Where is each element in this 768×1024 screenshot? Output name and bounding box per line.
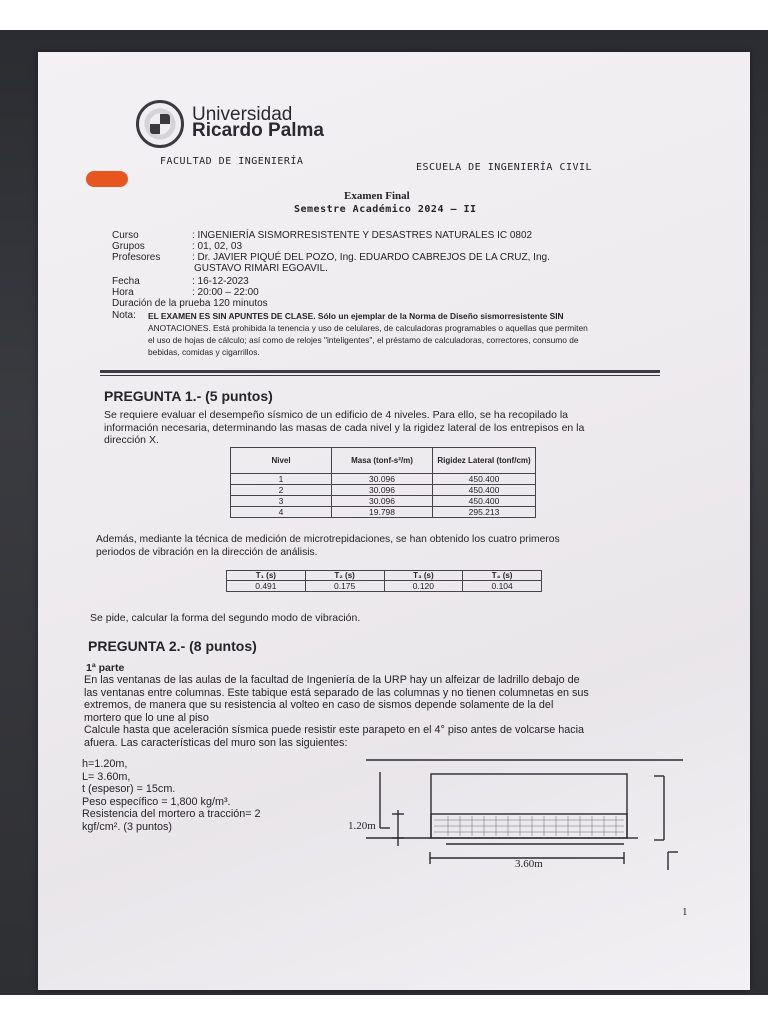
table-header-nivel: Nivel [231, 448, 332, 474]
profesores-value-1: : Dr. JAVIER PIQUÉ DEL POZO, Ing. EDUARDO CABREJOS DE LA CRUZ, Ing. [192, 252, 550, 263]
nota-label: Nota: [112, 310, 136, 321]
university-name-line2: Ricardo Palma [192, 120, 324, 141]
q2-line-5: Calcule hasta que aceleración sísmica puede resistir este parapeto en el 4° piso antes de volcarse hacia [84, 724, 585, 736]
question-2-title: PREGUNTA 2.- (8 puntos) [88, 638, 257, 654]
question-1-ask: Se pide, calcular la forma del segundo modo de vibración. [90, 612, 361, 624]
period-header: T₁ (s) [227, 571, 306, 581]
table-cell: 30.096 [332, 496, 433, 507]
divider-thin [100, 375, 660, 376]
page-number: 1 [682, 906, 688, 918]
profesores-value-2: GUSTAVO RIMARI EGOAVIL. [194, 263, 328, 274]
period-value: 0.491 [227, 581, 306, 592]
profesores-label: Profesores [112, 252, 161, 263]
height-dimension-label: 1.20m [348, 820, 376, 832]
table-row [231, 474, 536, 485]
fecha-value: : 16-12-2023 [192, 276, 249, 287]
window-frame [431, 774, 627, 838]
nota-line-1: EL EXAMEN ES SIN APUNTES DE CLASE. Sólo un ejemplar de la Norma de Diseño sismorresistente SIN [148, 311, 564, 321]
q2-line-2: las ventanas entre columnas. Este tabique está separado de las columnas y no tienen columnetas en sus [84, 686, 589, 699]
q1-intro-line-1: Se requiere evaluar el desempeño sísmico de un edificio de 4 niveles. Para ello, se ha recopilado la [104, 409, 569, 421]
table-cell: 450.400 [433, 485, 536, 496]
table-cell: 4 [231, 507, 332, 518]
table-cell: 295.213 [433, 507, 536, 518]
table-row [231, 485, 536, 496]
curso-value: : INGENIERÍA SISMORRESISTENTE Y DESASTRES NATURALES IC 0802 [192, 230, 533, 241]
fecha-label: Fecha [112, 276, 140, 287]
parapet-diagram [338, 752, 688, 888]
exam-sheet [38, 52, 750, 990]
q2-line-3: extremos, de manera que su resistencia al volteo en caso de sismos depende solamente de la del [84, 699, 554, 711]
hora-label: Hora [112, 287, 134, 298]
table-cell: 2 [231, 485, 332, 496]
q1-intro-line-3: dirección X. [104, 434, 159, 446]
masses-stiffness-table [230, 447, 536, 518]
table-cell: 30.096 [332, 485, 433, 496]
exam-title: Examen Final [344, 190, 410, 202]
question-2-body [84, 674, 684, 749]
faculty-name: FACULTAD DE INGENIERÍA [160, 156, 304, 167]
nota-line-3: el uso de hojas de cálculo; así como de relojes "inteligentes", el préstamo de calculadoras, correctores, consumo de [148, 335, 579, 345]
q2-line-6: afuera. Las características del muro son las siguientes: [84, 736, 348, 749]
mortar-strength-line-1: Resistencia del mortero a tracción= 2 [82, 808, 261, 820]
table-cell: 30.096 [332, 474, 433, 485]
nota-line-2: ANOTACIONES. Está prohibida la tenencia y uso de celulares, de calculadoras programables o aquellas que permiten [148, 323, 588, 333]
q1-periods-line-2: periodos de vibración en la dirección de análisis. [96, 546, 318, 558]
table-cell: 19.798 [332, 507, 433, 518]
period-value: 0.175 [305, 581, 384, 592]
exam-semester: Semestre Académico 2024 – II [294, 204, 477, 215]
question-1-title: PREGUNTA 1.- (5 puntos) [104, 388, 273, 404]
wall-length: L= 3.60m, [82, 770, 131, 783]
question-2-part: 1ª parte [86, 662, 125, 674]
table-header-masa: Masa (tonf-s²/m) [332, 448, 433, 474]
table-cell: 1 [231, 474, 332, 485]
periods-table [226, 570, 542, 592]
divider-thick [100, 370, 660, 373]
length-dimension-label: 3.60m [515, 858, 543, 870]
period-header: T₄ (s) [463, 571, 542, 581]
q1-periods-line-1: Además, mediante la técnica de medición de microtrepidaciones, se han obtenido los cuatro primeros [96, 534, 560, 545]
grupos-label: Grupos [112, 241, 145, 252]
university-name-line1: Universidad [192, 104, 293, 125]
grupos-value: : 01, 02, 03 [192, 241, 243, 252]
curso-label: Curso [112, 230, 139, 241]
q2-line-1: En las ventanas de las aulas de la facultad de Ingeniería de la URP hay un alfeizar de ladrillo debajo de [84, 674, 580, 686]
period-header: T₃ (s) [384, 571, 463, 581]
school-name: ESCUELA DE INGENIERÍA CIVIL [416, 162, 593, 173]
university-seal-icon [136, 100, 184, 148]
question-1-periods-text [96, 534, 676, 559]
mortar-strength-line-2: kgf/cm². (3 puntos) [82, 820, 173, 833]
table-cell: 450.400 [433, 474, 536, 485]
period-value: 0.120 [384, 581, 463, 592]
duracion-text: Duración de la prueba 120 minutos [112, 298, 268, 309]
table-row [231, 507, 536, 518]
q1-intro-line-2: información necesaria, determinando las masas de cada nivel y la rigidez lateral de los entrepisos en la [104, 421, 585, 434]
table-row [231, 496, 536, 507]
table-cell: 3 [231, 496, 332, 507]
q2-line-4: mortero que lo une al piso [84, 711, 209, 724]
period-header: T₂ (s) [305, 571, 384, 581]
orange-marker [86, 171, 128, 187]
wall-height: h=1.20m, [82, 758, 128, 770]
period-value: 0.104 [463, 581, 542, 592]
table-header-rigidez: Rigidez Lateral (tonf/cm) [433, 448, 536, 474]
table-cell: 450.400 [433, 496, 536, 507]
wall-unit-weight: Peso específico = 1,800 kg/m³. [82, 795, 231, 808]
hora-value: : 20:00 – 22:00 [192, 287, 259, 298]
wall-properties [82, 758, 261, 833]
wall-thickness: t (espesor) = 15cm. [82, 783, 176, 795]
nota-line-4: bebidas, comidas y cigarrillos. [148, 347, 260, 357]
question-1-intro [104, 409, 666, 447]
nota-text [148, 310, 660, 358]
